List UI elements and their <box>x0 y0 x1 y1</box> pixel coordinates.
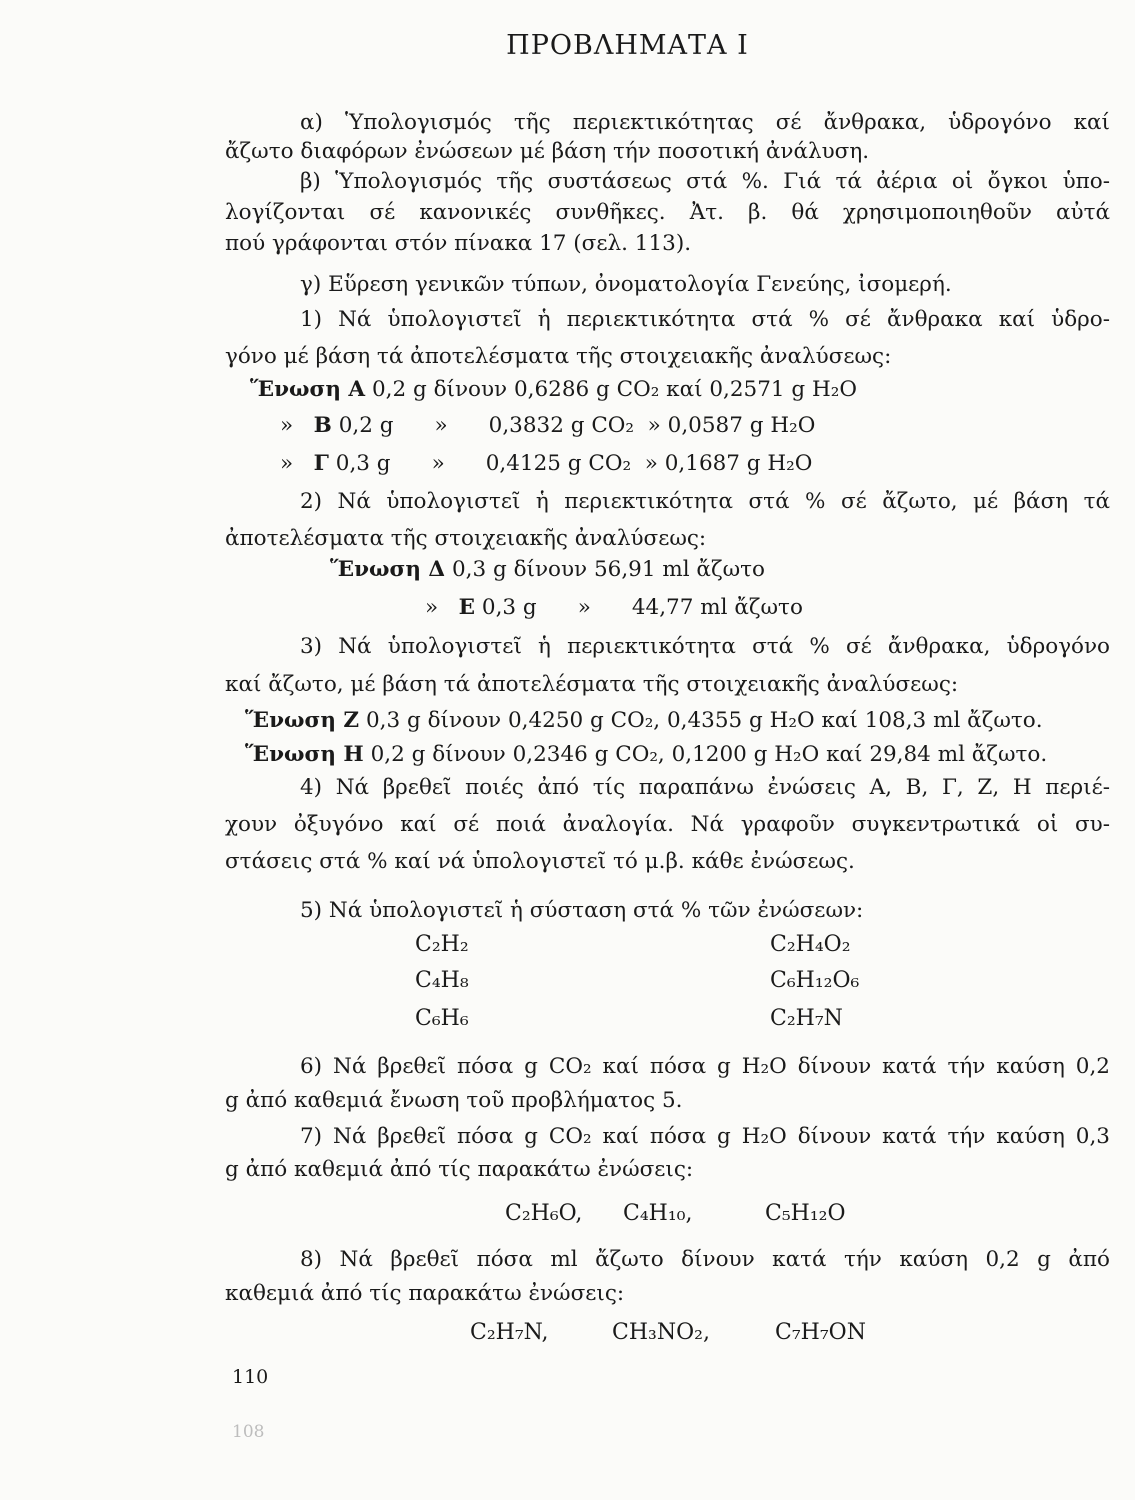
compound-g-label: Γ <box>313 451 329 476</box>
compound-z-label: Ἕνωση Ζ <box>245 708 360 733</box>
ditto-mark: » <box>280 451 294 476</box>
page-title: ΠΡΟΒΛΗΜΑΤΑ Ι <box>506 30 749 61</box>
problem-6-line-2: g ἀπό καθεμιά ἔνωση τοῦ προβλήματος 5. <box>225 1088 683 1113</box>
compound-z-row <box>245 706 1043 736</box>
compound-e-row <box>425 593 803 623</box>
compound-h-data: 0,2 g δίνουν 0,2346 g CO₂, 0,1200 g H₂O καί 29,84 ml ἄζωτο. <box>370 742 1048 767</box>
formula-c2h4o2: C₂H₄O₂ <box>770 932 851 957</box>
ghost-page-number: 108 <box>232 1422 265 1442</box>
problem-2-line-1: 2) Νά ὑπολογιστεῖ ἡ περιεκτικότητα στά % σέ ἄζωτο, μέ βάση τά <box>300 489 1110 514</box>
compound-a-row <box>250 375 857 405</box>
text-line-a1: α) Ὑπολογισμός τῆς περιεκτικότητας σέ ἄνθρακα, ὑδρογόνο καί <box>300 110 1110 135</box>
problem-1-line-1: 1) Νά ὑπολογιστεῖ ἡ περιεκτικότητα στά % σέ ἄνθρακα καί ὑδρο- <box>300 307 1110 332</box>
compound-z-data: 0,3 g δίνουν 0,4250 g CO₂, 0,4355 g H₂O καί 108,3 ml ἄζωτο. <box>365 708 1043 733</box>
text-line-g1: γ) Εὕρεση γενικῶν τύπων, ὀνοματολογία Γενεύης, ἰσομερή. <box>300 272 952 297</box>
formula-c2h2: C₂H₂ <box>415 932 469 957</box>
problem-5-line-1: 5) Νά ὑπολογιστεῖ ἡ σύσταση στά % τῶν ἐνώσεων: <box>300 898 864 923</box>
compound-d-row <box>330 555 765 585</box>
compound-h-row <box>245 740 1047 770</box>
compound-g-row <box>280 449 812 479</box>
problem-8-line-2: καθεμιά ἀπό τίς παρακάτω ἐνώσεις: <box>225 1281 625 1306</box>
problem-1-line-2: γόνο μέ βάση τά ἀποτελέσματα τῆς στοιχειακῆς ἀναλύσεως: <box>225 344 892 369</box>
formula-c6h6: C₆H₆ <box>415 1006 469 1031</box>
formula-c6h12o6: C₆H₁₂O₆ <box>770 968 860 993</box>
problem-4-line-2: χουν ὀξυγόνο καί σέ ποιά ἀναλογία. Νά γραφοῦν συγκεντρωτικά οἱ συ- <box>225 812 1110 837</box>
text-line-b3: πού γράφονται στόν πίνακα 17 (σελ. 113). <box>225 231 692 256</box>
problem-7-line-2: g ἀπό καθεμιά ἀπό τίς παρακάτω ἐνώσεις: <box>225 1157 694 1182</box>
formula-c5h12o: C₅H₁₂O <box>765 1201 846 1226</box>
compound-e-label: Ε <box>458 595 476 620</box>
compound-g-data: 0,3 g » 0,4125 g CO₂ » 0,1687 g H₂O <box>335 451 813 476</box>
problem-6-line-1: 6) Νά βρεθεῖ πόσα g CO₂ καί πόσα g H₂O δίνουν κατά τήν καύση 0,2 <box>300 1054 1110 1079</box>
problem-4-line-3: στάσεις στά % καί νά ὑπολογιστεῖ τό μ.β. κάθε ἐνώσεως. <box>225 849 855 874</box>
compound-a-label: Ἕνωση Α <box>250 377 366 402</box>
compound-d-label: Ἕνωση Δ <box>330 557 446 582</box>
formula-ch3no2: CH₃NO₂, <box>612 1320 710 1345</box>
formula-c2h7n-b: C₂H₇N, <box>470 1320 549 1345</box>
problem-7-line-1: 7) Νά βρεθεῖ πόσα g CO₂ καί πόσα g H₂O δίνουν κατά τήν καύση 0,3 <box>300 1124 1110 1149</box>
problem-4-line-1: 4) Νά βρεθεῖ ποιές ἀπό τίς παραπάνω ἐνώσεις Α, Β, Γ, Ζ, Η περιέ- <box>300 775 1110 800</box>
formula-c2h6o: C₂H₆O, <box>505 1201 583 1226</box>
compound-b-data: 0,2 g » 0,3832 g CO₂ » 0,0587 g H₂O <box>338 413 816 438</box>
compound-e-data: 0,3 g » 44,77 ml ἄζωτο <box>481 595 803 620</box>
ditto-mark: » <box>280 413 294 438</box>
text-line-b2: λογίζονται σέ κανονικές συνθῆκες. Ἀτ. β. θά χρησιμοποιηθοῦν αὐτά <box>225 200 1110 225</box>
text-line-b1: β) Ὑπολογισμός τῆς συστάσεως στά %. Γιά τά ἀέρια οἱ ὄγκοι ὑπο- <box>300 169 1110 194</box>
page-number: 110 <box>232 1366 269 1388</box>
problem-3-line-2: καί ἄζωτο, μέ βάση τά ἀποτελέσματα τῆς στοιχειακῆς ἀναλύσεως: <box>225 672 959 697</box>
formula-c7h7on: C₇H₇ON <box>775 1320 866 1345</box>
compound-a-data: 0,2 g δίνουν 0,6286 g CO₂ καί 0,2571 g H₂O <box>371 377 858 402</box>
text-line-a2: ἄζωτο διαφόρων ἐνώσεων μέ βάση τήν ποσοτική ἀνάλυση. <box>225 139 870 164</box>
formula-c2h7n: C₂H₇N <box>770 1006 843 1031</box>
formula-c4h8: C₄H₈ <box>415 968 469 993</box>
problem-3-line-1: 3) Νά ὑπολογιστεῖ ἡ περιεκτικότητα στά % σέ ἄνθρακα, ὑδρογόνο <box>300 634 1110 659</box>
compound-d-data: 0,3 g δίνουν 56,91 ml ἄζωτο <box>451 557 765 582</box>
ditto-mark: » <box>425 595 439 620</box>
formula-c4h10: C₄H₁₀, <box>623 1201 693 1226</box>
compound-h-label: Ἕνωση Η <box>245 742 364 767</box>
problem-2-line-2: ἀποτελέσματα τῆς στοιχειακῆς ἀναλύσεως: <box>225 526 707 551</box>
problem-8-line-1: 8) Νά βρεθεῖ πόσα ml ἄζωτο δίνουν κατά τήν καύση 0,2 g ἀπό <box>300 1247 1110 1272</box>
compound-b-label: Β <box>313 413 332 438</box>
compound-b-row <box>280 411 815 441</box>
